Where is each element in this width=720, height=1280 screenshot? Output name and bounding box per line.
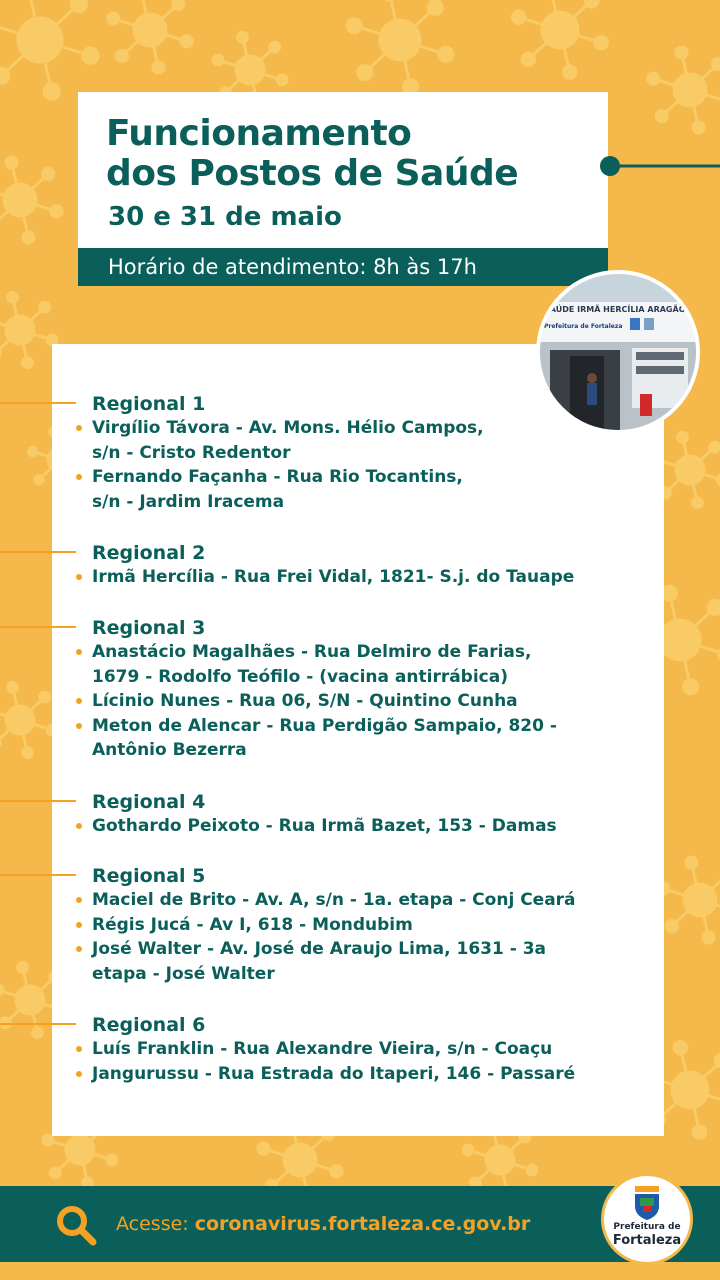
health-post-line: Irmã Hercília - Rua Frei Vidal, 1821- S.j. do Tauape [92,567,575,587]
regional-section [92,1013,575,1086]
regional-section [92,541,574,590]
footer-prefix: Acesse: [116,1213,195,1235]
regional-heading: Regional 4 [92,791,206,813]
health-post-item [92,416,484,465]
sign-text: SAÚDE IRMÃ HERCÍLIA ARAGÃO [544,305,686,314]
regional-section [92,616,557,763]
health-post-item [92,814,557,839]
health-post-list [92,416,484,514]
header-card [78,92,608,248]
regional-marker-line [0,1023,76,1025]
bullet-icon [76,574,82,580]
health-post-item [92,689,557,714]
search-icon [54,1203,98,1247]
prefeitura-logo [601,1173,693,1265]
health-post-line: Gothardo Peixoto - Rua Irmã Bazet, 153 - Damas [92,816,557,836]
regional-heading: Regional 3 [92,617,206,639]
health-post-item [92,640,557,689]
bullet-icon [76,425,82,431]
regional-heading: Regional 6 [92,1014,206,1036]
health-post-line: Jangurussu - Rua Estrada do Itaperi, 146 - Passaré [92,1063,576,1084]
bullet-icon [76,946,82,952]
bullet-icon [76,922,82,928]
title-line-1: Funcionamento [106,113,412,154]
hours-text: Horário de atendimento: 8h às 17h [108,255,477,279]
health-post-line: Régis Jucá - Av I, 618 - Mondubim [92,914,413,935]
health-post-line: Meton de Alencar - Rua Perdigão Sampaio, 820 - [92,715,557,736]
page-title [106,114,518,194]
health-post-item [92,1062,575,1087]
logo-text-line-2: Fortaleza [612,1233,682,1248]
regional-section [92,392,484,514]
bullet-icon [76,897,82,903]
health-post-list [92,814,557,839]
footer-link[interactable] [116,1210,530,1238]
hours-banner [78,248,608,286]
health-post-photo [536,270,700,434]
health-post-line: Fernando Façanha - Rua Rio Tocantins, [92,467,463,487]
regional-marker-line [0,874,76,876]
bullet-icon [76,1071,82,1077]
health-post-line: Virgílio Távora - Av. Mons. Hélio Campos, [92,418,484,438]
health-post-list [92,640,557,763]
health-post-line: Antônio Bezerra [92,740,247,760]
regional-heading: Regional 5 [92,865,206,887]
health-post-item [92,913,576,938]
health-post-list [92,888,576,986]
connector-dot-line [598,154,720,178]
regional-marker-line [0,551,76,553]
logo-text-line-1: Prefeitura de [613,1222,681,1232]
health-post-list [92,565,574,590]
health-post-item [92,714,557,763]
health-post-item [92,565,574,590]
bullet-icon [76,1046,82,1052]
health-post-list [92,1037,575,1086]
date-label: 30 e 31 de maio [108,202,342,232]
regional-section [92,864,576,986]
health-post-item [92,888,576,913]
regional-section [92,790,557,839]
regional-marker-line [0,800,76,802]
bullet-icon [76,649,82,655]
health-post-item [92,465,484,514]
health-post-item [92,937,576,986]
bullet-icon [76,723,82,729]
health-post-line: José Walter - Av. José de Araujo Lima, 1631 - 3a [92,939,547,959]
health-post-line: Maciel de Brito - Av. A, s/n - 1a. etapa - Conj Ceará [92,890,576,910]
health-post-item [92,1037,575,1062]
regional-marker-line [0,626,76,628]
regional-heading: Regional 2 [92,542,206,564]
health-post-line: 1679 - Rodolfo Teófilo - (vacina antirrábica) [92,666,508,687]
bullet-icon [76,698,82,704]
sign-logo-text: Prefeitura de Fortaleza [544,323,623,330]
health-post-line: s/n - Cristo Redentor [92,442,291,463]
health-post-line: Anastácio Magalhães - Rua Delmiro de Farias, [92,642,532,662]
health-post-line: Luís Franklin - Rua Alexandre Vieira, s/n - Coaçu [92,1039,553,1059]
bullet-icon [76,474,82,480]
health-post-line: s/n - Jardim Iracema [92,491,285,512]
health-post-line: Lícinio Nunes - Rua 06, S/N - Quintino Cunha [92,691,518,711]
regional-heading: Regional 1 [92,393,206,415]
health-post-line: etapa - José Walter [92,963,275,984]
regional-marker-line [0,402,76,404]
footer-url[interactable]: coronavirus.fortaleza.ce.gov.br [194,1213,531,1235]
city-crest-icon [632,1186,662,1220]
title-line-2: dos Postos de Saúde [106,153,519,194]
bullet-icon [76,823,82,829]
